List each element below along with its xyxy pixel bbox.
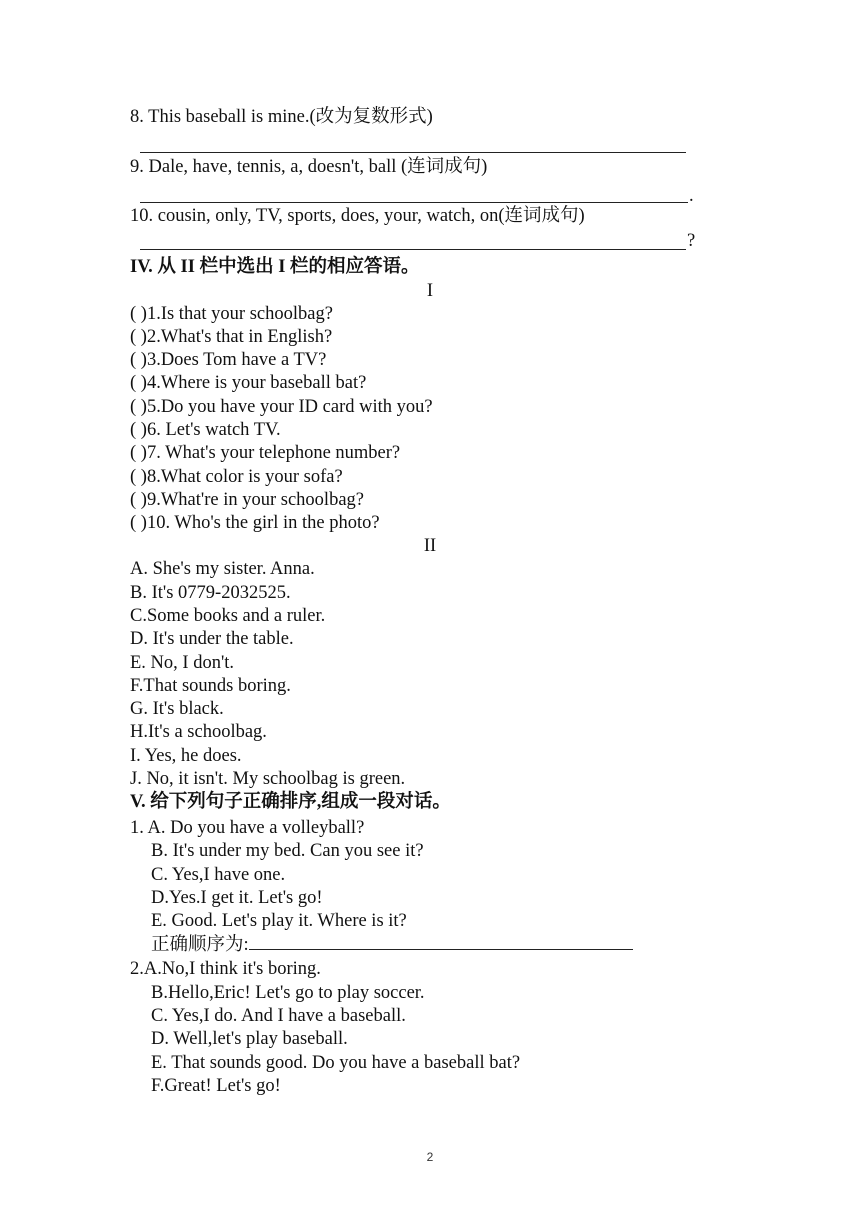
order-blank xyxy=(249,933,633,950)
column-2-heading: II xyxy=(423,536,437,556)
match-answer: F.That sounds boring. xyxy=(130,676,291,696)
match-question: ( )2.What's that in English? xyxy=(130,327,333,347)
match-question: ( )6. Let's watch TV. xyxy=(130,420,281,440)
match-answer: I. Yes, he does. xyxy=(130,746,242,766)
dialogue-2-line: D. Well,let's play baseball. xyxy=(151,1029,348,1049)
match-answer: B. It's 0779-2032525. xyxy=(130,583,291,603)
dialogue-2-line: B.Hello,Eric! Let's go to play soccer. xyxy=(151,983,425,1003)
order-answer-line xyxy=(151,933,633,957)
section-4-title: IV. 从 II 栏中选出 I 栏的相应答语。 xyxy=(130,257,420,277)
match-answer: C.Some books and a ruler. xyxy=(130,606,326,626)
question-8: 8. This baseball is mine.(改为复数形式) xyxy=(130,107,433,127)
page-number: 2 xyxy=(426,1150,434,1164)
dialogue-1-line: D.Yes.I get it. Let's go! xyxy=(151,888,323,908)
dialogue-2-line: F.Great! Let's go! xyxy=(151,1076,281,1096)
dialogue-1-line: C. Yes,I have one. xyxy=(151,865,286,885)
dialogue-1-line: B. It's under my bed. Can you see it? xyxy=(151,841,424,861)
match-answer: G. It's black. xyxy=(130,699,224,719)
match-answer: J. No, it isn't. My schoolbag is green. xyxy=(130,769,406,789)
match-answer: E. No, I don't. xyxy=(130,653,235,673)
match-question: ( )5.Do you have your ID card with you? xyxy=(130,397,433,417)
answer-line-10-question-mark: ? xyxy=(687,231,696,251)
answer-line-9-period: . xyxy=(689,186,694,206)
answer-line-10 xyxy=(140,249,686,250)
match-question: ( )4.Where is your baseball bat? xyxy=(130,373,367,393)
column-1-heading: I xyxy=(426,281,434,301)
match-answer: D. It's under the table. xyxy=(130,629,294,649)
dialogue-1-line: 1. A. Do you have a volleyball? xyxy=(130,818,365,838)
answer-line-8 xyxy=(140,152,686,153)
match-question: ( )1.Is that your schoolbag? xyxy=(130,304,333,324)
match-question: ( )7. What's your telephone number? xyxy=(130,443,401,463)
match-answer: A. She's my sister. Anna. xyxy=(130,559,315,579)
dialogue-2-line: E. That sounds good. Do you have a baseball bat? xyxy=(151,1053,521,1073)
dialogue-1-line: E. Good. Let's play it. Where is it? xyxy=(151,911,407,931)
dialogue-2-line: C. Yes,I do. And I have a baseball. xyxy=(151,1006,406,1026)
section-5-title: V. 给下列句子正确排序,组成一段对话。 xyxy=(130,792,451,812)
question-9: 9. Dale, have, tennis, a, doesn't, ball (连词成句) xyxy=(130,157,488,177)
match-answer: H.It's a schoolbag. xyxy=(130,722,267,742)
answer-line-9 xyxy=(140,202,688,203)
match-question: ( )10. Who's the girl in the photo? xyxy=(130,513,380,533)
dialogue-2-line: 2.A.No,I think it's boring. xyxy=(130,959,321,979)
match-question: ( )9.What're in your schoolbag? xyxy=(130,490,364,510)
order-label: 正确顺序为: xyxy=(151,935,249,955)
match-question: ( )3.Does Tom have a TV? xyxy=(130,350,327,370)
question-10: 10. cousin, only, TV, sports, does, your, watch, on(连词成句) xyxy=(130,206,585,226)
match-question: ( )8.What color is your sofa? xyxy=(130,467,343,487)
